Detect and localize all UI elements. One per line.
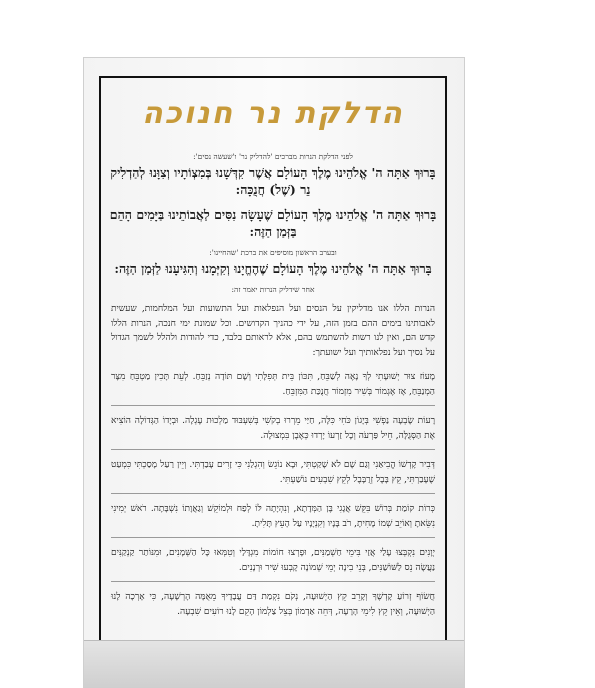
blessing-lehadlik: בָּרוּךְ אַתָּה ה' אֱלֹהֵינוּ מֶלֶךְ הָעוֹלָם אֲשֶׁר קִדְּשָׁנוּ בְּמִצְוֹתָיו וְצִוָּנוּ לְהַדְלִיק נֵר (שֶׁל) חֲנֻכָּה:	[110, 165, 436, 197]
plaque-title: הדלקת נר חנוכה	[142, 96, 404, 131]
plaque-stand	[84, 640, 464, 688]
maoz-tzur-stanza: מָעוֹז צוּר יְשׁוּעָתִי לְךָ נָאֶה לְשַׁבֵּחַ, תִּכּוֹן בֵּית תְּפִלָּתִי וְשָׁם תּוֹדָה נְזַבֵּחַ. לְעֵת תָּכִין מַטְבֵּחַ מִצָּר הַמְנַבֵּחַ, אָז אֶגְמוֹר בְּשִׁיר מִזְמוֹר חֲנֻכַּת הַמִּזְבֵּחַ.	[111, 370, 435, 406]
maoz-tzur-stanza: כְּרוֹת קוֹמַת בְּרוֹשׁ בִּקֵּשׁ אֲגָגִי בֶּן הַמְּדָתָא, וְנִהְיָתָה לּוֹ לְפַח וּלְמוֹקֵשׁ וְגַאֲוָתוֹ נִשְׁבָּתָה. רֹאשׁ יְמִינִי נִשֵּׂאתָ וְאוֹיֵב שְׁמוֹ מָחִיתָ, רֹב בָּנָיו וְקִנְיָנָיו עַל הָעֵץ תָּלִיתָ.	[111, 502, 435, 538]
instruction-note: אחר שידליק הנרות יאמר זה:	[231, 285, 315, 294]
blessing-shehecheyanu: בָּרוּךְ אַתָּה ה' אֱלֹהֵינוּ מֶלֶךְ הָעוֹלָם שֶׁהֶחֱיָנוּ וְקִיְּמָנוּ וְהִגִּיעָנוּ לַזְּמַן הַזֶּה:	[114, 261, 432, 276]
maoz-tzur-stanza: חֲשׂוֹף זְרוֹעַ קָדְשֶׁךָ וְקָרֵב קֵץ הַיְשׁוּעָה, נְקֹם נִקְמַת דַּם עֲבָדֶיךָ מֵאֻמָּה הָרְשָׁעָה, כִּי אָרְכָה לָנוּ הַיְשׁוּעָה, וְאֵין קֵץ לִימֵי הָרָעָה, דְּחֵה אַדְמוֹן בְּצֵל צַלְמוֹן הָקֵם לָנוּ רוֹעִים שִׁבְעָה.	[111, 592, 435, 617]
maoz-tzur-stanza: יְוָנִים נִקְבְּצוּ עָלַי אֲזַי בִּימֵי חַשְׁמַנִּים, וּפָרְצוּ חוֹמוֹת מִגְדָּלַי וְטִמְּאוּ כָּל הַשְּׁמָנִים, וּמִנּוֹתַר קַנְקַנִּים נַעֲשָׂה נֵס לַשּׁוֹשַׁנִּים, בְּנֵי בִינָה יְמֵי שְׁמוֹנָה קָבְעוּ שִׁיר וּרְנָנִים.	[111, 546, 435, 582]
plaque-text	[105, 92, 441, 633]
instruction-note: ובערב הראשון מוסיפים את ברכת 'שהחיינו':	[209, 248, 337, 257]
instruction-note: לפני הדלקת הנרות מברכים 'להדליק נר' ו'שעשה נסים':	[193, 152, 353, 161]
maoz-tzur-stanza: רָעוֹת שָׂבְעָה נַפְשִׁי בְּיָגוֹן כֹּחִי כִּלָּה, חַיַּי מֵרְרוּ בְקֹשִׁי בְּשִׁעְבּוּד מַלְכוּת עֶגְלָה. וּבְיָדוֹ הַגְּדוֹלָה הוֹצִיא אֶת הַסְּגֻלָּה, חֵיל פַּרְעֹה וְכָל זַרְעוֹ יָרְדוּ כְּאֶבֶן בִּמְצוּלָה.	[111, 414, 435, 450]
maoz-tzur-stanza: דְּבִיר קָדְשׁוֹ הֱבִיאַנִי וְגַם שָׁם לֹא שָׁקַטְתִּי, וּבָא נוֹגֵשׂ וְהִגְלַנִי כִּי זָרִים עָבַדְתִּי. וְיֵין רַעַל מָסַכְתִּי כִּמְעַט שֶׁעָבַרְתִּי, קֵץ בָּבֶל זְרֻבָּבֶל לְקֵץ שִׁבְעִים נוֹשַׁעְתִּי.	[111, 458, 435, 494]
hanerot-halalu-text: הנרות הללו אנו מדליקין על הנסים ועל הנפלאות ועל התשועות ועל המלחמות, שעשית לאבותינו בימים ההם בזמן הזה, על ידי כהניך הקדושים. וכל שמונת ימי חנכה, הנרות הללו קדש הם, ואין לנו רשות להשתמש בהם, אלא לראותם בלבד, כדי להודות ולהלל לשמך הגדול על נסיך ועל נפלאותיך ועל ישועתך:	[111, 304, 435, 358]
blessing-sheasa-nisim: בָּרוּךְ אַתָּה ה' אֱלֹהֵינוּ מֶלֶךְ הָעוֹלָם שֶׁעָשָׂה נִסִּים לַאֲבוֹתֵינוּ בַּיָּמִים הָהֵם בַּזְּמַן הַזֶּה:	[109, 207, 437, 239]
